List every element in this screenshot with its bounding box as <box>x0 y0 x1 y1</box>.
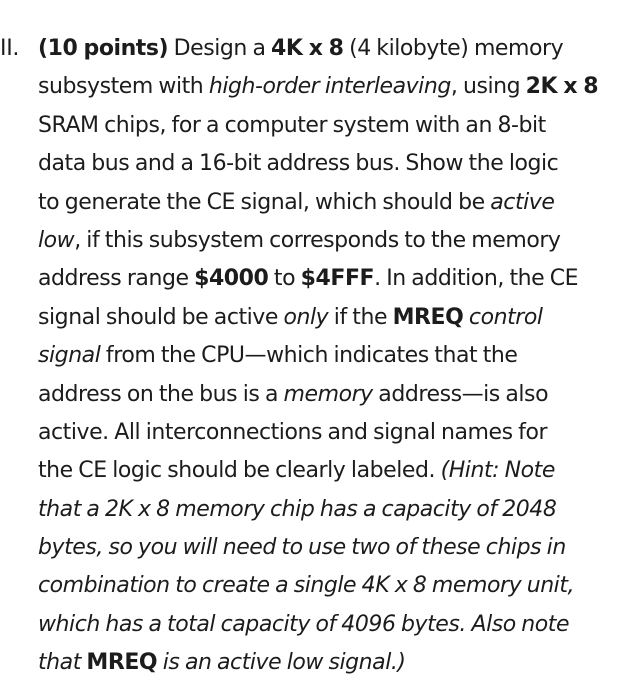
text-line: data bus and a 16-bit address bus. Show the logic <box>38 151 559 177</box>
mreq-label: MREQ <box>392 304 464 330</box>
hint-text: is an active low signal.) <box>157 650 406 676</box>
text-line <box>38 222 628 260</box>
hint-line <box>38 644 628 682</box>
hint-line <box>38 606 628 644</box>
text-line: SRAM chips, for a computer system with an 8-bit <box>38 112 546 138</box>
emphasis-only: only <box>283 304 329 330</box>
text-span: to generate the CE signal, which should be <box>38 189 491 215</box>
address-start: $4000 <box>194 266 269 292</box>
hint-mreq-label: MREQ <box>86 650 158 676</box>
text-line <box>38 30 628 68</box>
hint-line <box>38 567 628 605</box>
memory-size: 4K x 8 <box>271 36 344 61</box>
text-span: address—is also <box>372 381 549 407</box>
text-span: signal should be active <box>38 304 284 330</box>
question-text <box>38 30 628 683</box>
emphasis-interleaving: high-order interleaving <box>208 74 451 100</box>
hint-text: bytes, so you will need to use two of these chips in <box>38 535 566 561</box>
text-span: address on the bus is a <box>38 381 284 407</box>
hint-text: which has a total capacity of 4096 bytes. Also note <box>38 611 570 637</box>
hint-text: (Hint: Note <box>440 458 555 484</box>
text-span: , using <box>450 74 526 100</box>
chip-size: 2K x 8 <box>525 74 599 100</box>
text-span: address range <box>38 266 195 292</box>
address-end: $4FFF <box>300 266 375 292</box>
emphasis-active: active <box>490 189 555 215</box>
text-span: if the <box>328 304 393 330</box>
text-line <box>38 184 628 222</box>
text-line: active. All interconnections and signal names for <box>38 419 548 445</box>
emphasis-signal: signal <box>38 343 101 369</box>
hint-line <box>38 529 628 567</box>
text-line <box>38 452 628 490</box>
text-span: the CE logic should be clearly labeled. <box>38 458 441 484</box>
text-span: subsystem with <box>38 74 209 100</box>
text-span: . In addition, the CE <box>374 266 579 292</box>
text-line <box>38 260 628 298</box>
text-line <box>38 337 628 375</box>
text-line <box>38 376 628 414</box>
emphasis-control: control <box>463 304 543 330</box>
hint-line <box>38 491 628 529</box>
emphasis-low: low <box>38 227 75 253</box>
text-span: to <box>268 266 301 292</box>
text-line <box>38 299 628 337</box>
emphasis-memory: memory <box>283 381 373 407</box>
points-label: (10 points) <box>38 36 169 61</box>
hint-text: that <box>38 650 87 676</box>
hint-text: combination to create a single 4K x 8 memory unit, <box>38 573 575 599</box>
text-span: from the CPU—which indicates that the <box>100 343 518 369</box>
text-line <box>38 68 628 106</box>
text-span: (4 kilobyte) memory <box>343 36 564 61</box>
text-span: , if this subsystem corresponds to the memory <box>74 227 561 253</box>
hint-text: that a 2K x 8 memory chip has a capacity of 2048 <box>38 496 557 522</box>
question-number: II. <box>0 36 20 61</box>
text-span: Design a <box>168 36 272 61</box>
